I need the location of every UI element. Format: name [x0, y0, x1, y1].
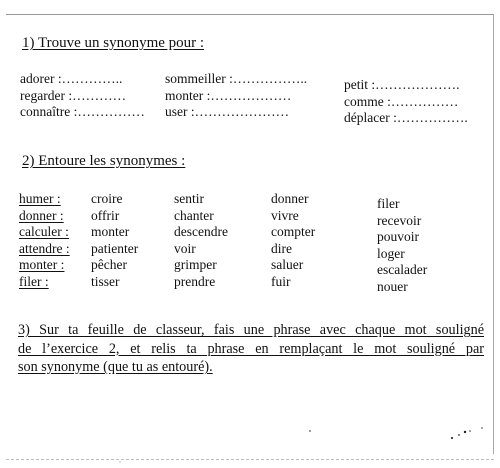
exercise-3-line: de l’exercice 2, et relis ta phrase en remplaçant le mot souligné par: [18, 340, 484, 357]
word-choice: compter: [271, 224, 316, 240]
synonym-prompt: petit :……………….: [344, 77, 460, 92]
underlined-keyword: filer :: [19, 273, 49, 289]
word-choice: monter: [91, 224, 130, 240]
exercise-3-line: 3) Sur ta feuille de classeur, fais une phrase avec chaque mot souligné: [18, 322, 484, 338]
synonym-prompt: sommeiller :……………..: [165, 71, 308, 86]
synonym-prompt: comme :……………: [344, 93, 459, 109]
word-choice: offrir: [91, 207, 120, 223]
word-choice: vivre: [271, 207, 299, 223]
word-choice: loger: [377, 245, 405, 261]
synonym-prompt: déplacer :…………….: [344, 110, 468, 125]
word-choice: escalader: [377, 262, 428, 278]
word-choice: pêcher: [91, 257, 127, 273]
word-choice: descendre: [174, 224, 228, 240]
underlined-keyword: attendre :: [19, 240, 70, 256]
word-choice: patienter: [91, 240, 139, 256]
word-choice: nouer: [377, 278, 408, 294]
word-choice: recevoir: [377, 212, 422, 228]
word-choice: voir: [174, 240, 196, 256]
synonym-prompt: connaître :……………: [20, 104, 145, 119]
exercise-1-title: 1) Trouve un synonyme pour :: [22, 35, 205, 51]
underlined-keyword: humer :: [19, 191, 61, 206]
word-choice: dire: [271, 240, 292, 256]
word-choice: filer: [377, 196, 400, 211]
synonym-prompt: regarder :…………: [20, 87, 127, 103]
word-choice: chanter: [174, 207, 214, 223]
word-choice: sentir: [174, 191, 204, 206]
word-choice: croire: [91, 191, 123, 206]
word-choice: fuir: [271, 273, 291, 289]
synonym-prompt: user :…………………: [165, 104, 290, 119]
exercise-2-title: 2) Entoure les synonymes :: [22, 153, 186, 169]
synonym-prompt: adorer :…………..: [20, 71, 123, 86]
word-choice: tisser: [91, 273, 120, 289]
word-choice: grimper: [174, 257, 217, 273]
word-choice: prendre: [174, 273, 216, 289]
underlined-keyword: donner :: [19, 207, 64, 223]
word-choice: saluer: [271, 257, 304, 273]
underlined-keyword: monter :: [19, 257, 65, 273]
synonym-prompt: monter :………………: [165, 87, 292, 103]
underlined-keyword: calculer :: [19, 224, 69, 240]
exercise-3-line: son synonyme (que tu as entouré).: [18, 359, 213, 375]
word-choice: donner: [271, 191, 309, 206]
word-choice: pouvoir: [377, 229, 419, 245]
